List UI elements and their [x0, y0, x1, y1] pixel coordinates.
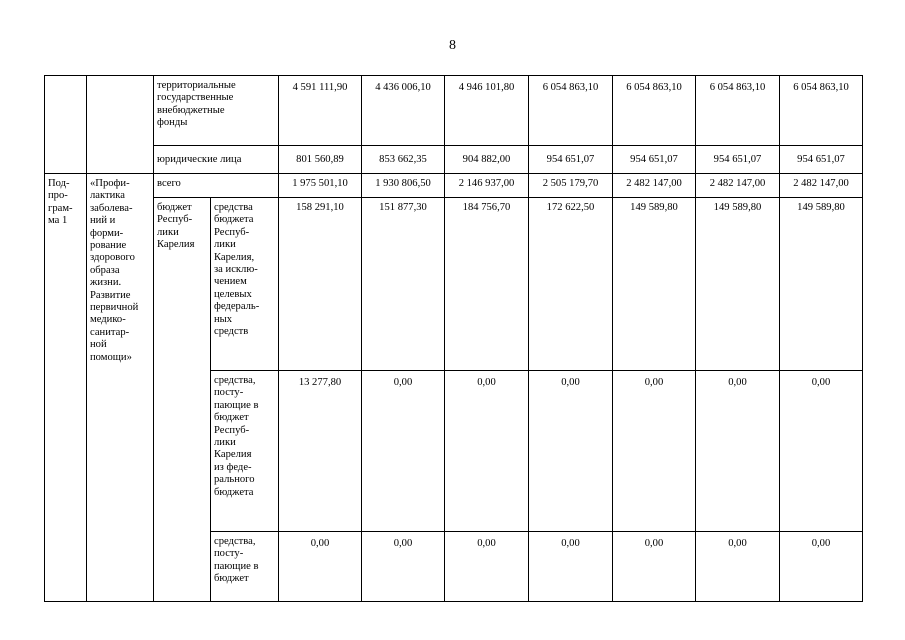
- value-cell: 0,00: [613, 371, 696, 532]
- row-label-federal: средства, посту- пающие в бюджет Респуб- лики Карелия из феде- рального бюджета: [211, 371, 279, 532]
- value-cell: 0,00: [613, 532, 696, 602]
- value-cell: 149 589,80: [613, 198, 696, 371]
- value-cell: 149 589,80: [780, 198, 863, 371]
- row-label-total: всего: [154, 174, 279, 198]
- subprogram-code: Под- про- грам- ма 1: [45, 174, 87, 602]
- value-cell: 2 482 147,00: [613, 174, 696, 198]
- value-cell: 954 651,07: [780, 146, 863, 174]
- value-cell: 6 054 863,10: [696, 76, 780, 146]
- value-cell: 158 291,10: [279, 198, 362, 371]
- value-cell: 184 756,70: [445, 198, 529, 371]
- value-cell: 4 436 006,10: [362, 76, 445, 146]
- value-cell: 954 651,07: [696, 146, 780, 174]
- table-row-subprogram-total: [45, 174, 863, 198]
- value-cell: 4 591 111,90: [279, 76, 362, 146]
- value-cell: 2 482 147,00: [780, 174, 863, 198]
- value-cell: 0,00: [362, 371, 445, 532]
- table-row-territorial-funds: [45, 76, 863, 146]
- value-cell: 2 505 179,70: [529, 174, 613, 198]
- table-row-legal-entities: [45, 146, 863, 174]
- value-cell: 0,00: [445, 371, 529, 532]
- value-cell: 853 662,35: [362, 146, 445, 174]
- value-cell: 0,00: [529, 532, 613, 602]
- value-cell: 904 882,00: [445, 146, 529, 174]
- value-cell: 6 054 863,10: [613, 76, 696, 146]
- value-cell: 4 946 101,80: [445, 76, 529, 146]
- value-cell: 0,00: [529, 371, 613, 532]
- value-cell: 149 589,80: [696, 198, 780, 371]
- row-label-territorial-funds: территориальные государственные внебюджетные фонды: [154, 76, 279, 146]
- value-cell: 2 482 147,00: [696, 174, 780, 198]
- value-cell: 801 560,89: [279, 146, 362, 174]
- value-cell: 0,00: [279, 532, 362, 602]
- value-cell: 6 054 863,10: [780, 76, 863, 146]
- value-cell: 172 622,50: [529, 198, 613, 371]
- value-cell: 0,00: [780, 532, 863, 602]
- value-cell: 1 930 806,50: [362, 174, 445, 198]
- budget-table: [44, 75, 863, 602]
- value-cell: 1 975 501,10: [279, 174, 362, 198]
- value-cell: 2 146 937,00: [445, 174, 529, 198]
- budget-group-label: бюджет Респуб- лики Карелия: [154, 198, 211, 602]
- subprogram-name: «Профи- лактика заболева- ний и форми- рование здорового образа жизни. Развитие первичной медико- санитар- ной помощи»: [87, 174, 154, 602]
- value-cell: 0,00: [696, 371, 780, 532]
- value-cell: 151 877,30: [362, 198, 445, 371]
- value-cell: 0,00: [780, 371, 863, 532]
- value-cell: 13 277,80: [279, 371, 362, 532]
- value-cell: 0,00: [362, 532, 445, 602]
- value-cell: 954 651,07: [613, 146, 696, 174]
- value-cell: 954 651,07: [529, 146, 613, 174]
- row-label-own-funds: средства бюджета Респуб- лики Карелия, за исклю- чением целевых федераль- ных средств: [211, 198, 279, 371]
- empty-cell: [45, 76, 87, 174]
- value-cell: 6 054 863,10: [529, 76, 613, 146]
- row-label-legal-entities: юридические лица: [154, 146, 279, 174]
- table-row-own-budget-funds: [45, 198, 863, 371]
- value-cell: 0,00: [696, 532, 780, 602]
- row-label-partial: средства, посту- пающие в бюджет: [211, 532, 279, 602]
- page-number: 8: [449, 38, 456, 53]
- empty-cell: [87, 76, 154, 174]
- value-cell: 0,00: [445, 532, 529, 602]
